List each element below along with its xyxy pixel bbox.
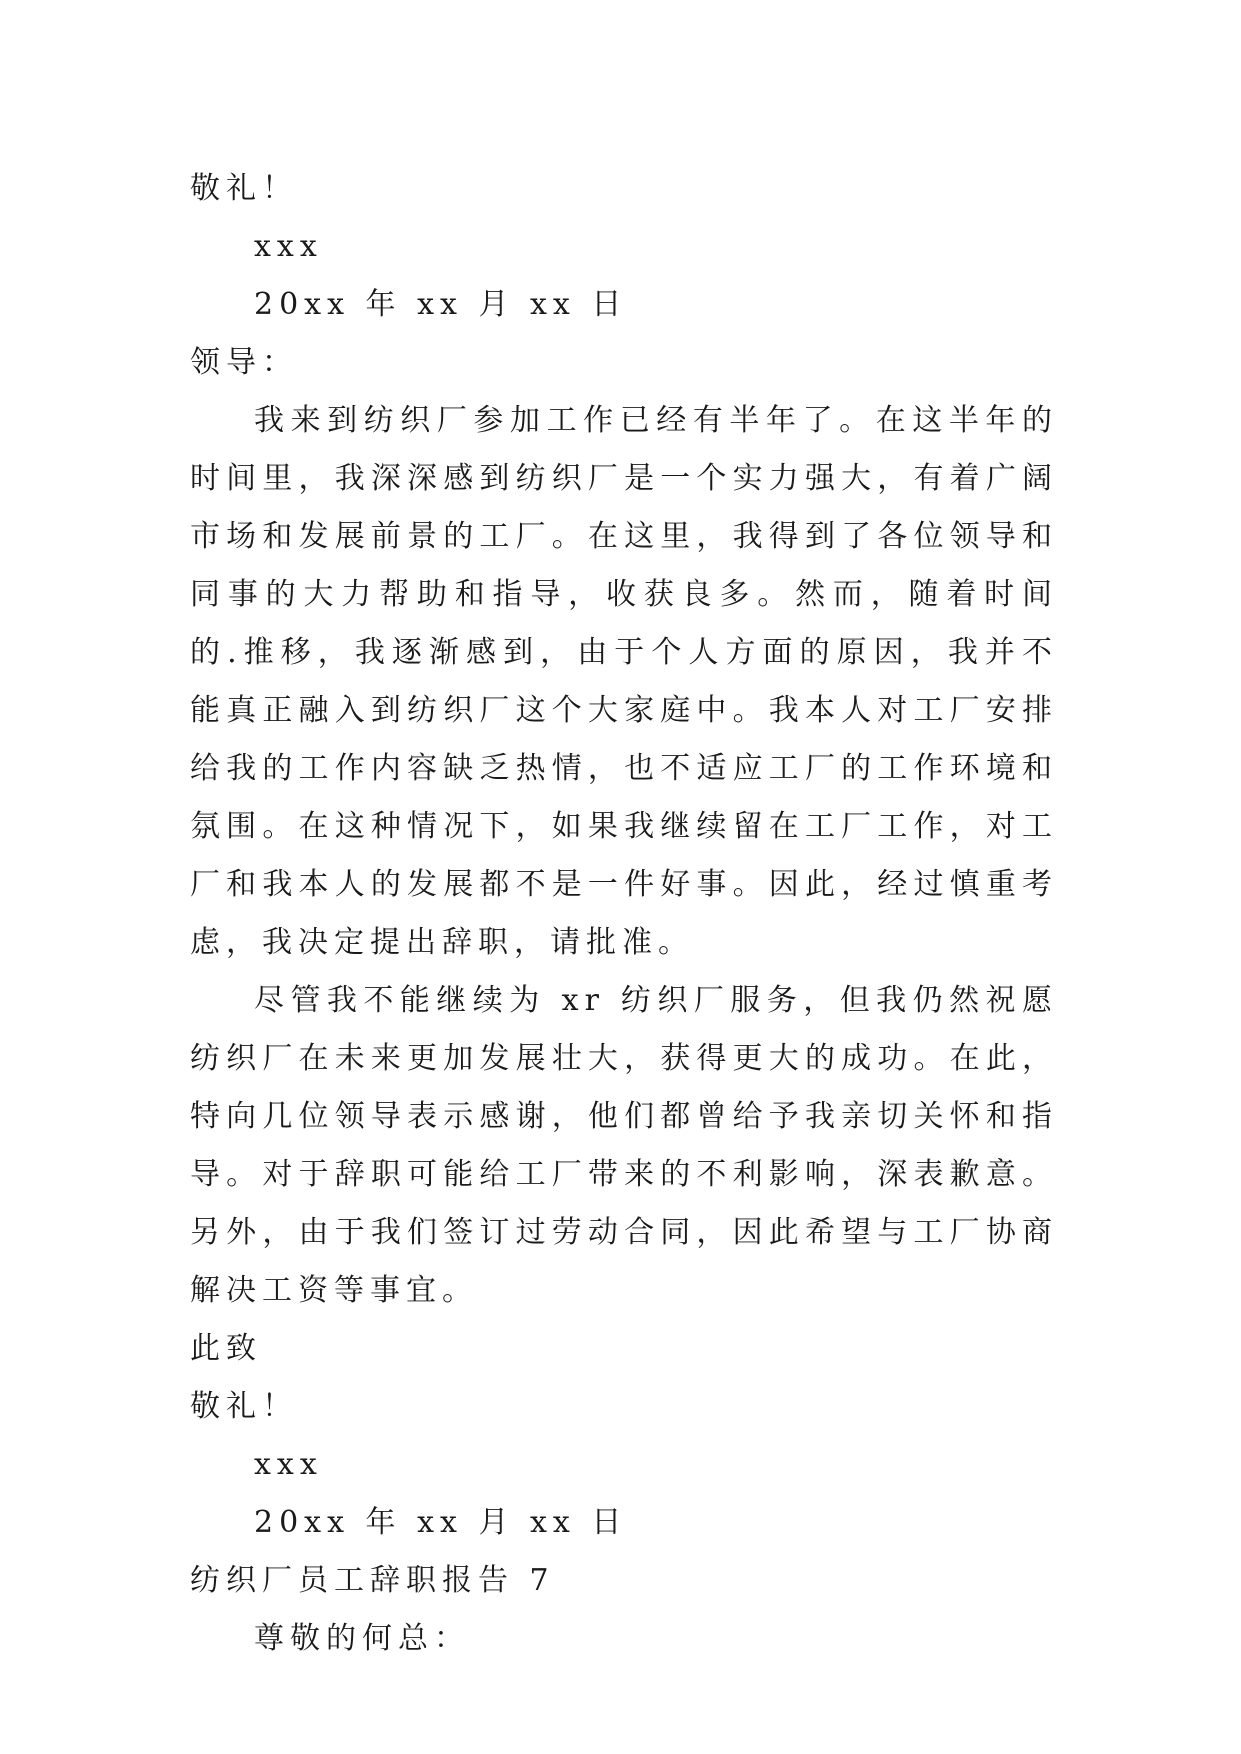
closing-salute: 敬礼！ [190,171,298,206]
salutation: 领导： [190,345,298,380]
salutation: 尊敬的何总： [254,1621,470,1656]
date: 20xx 年 xx 月 xx 日 [254,1505,628,1540]
closing-phrase: 此致 [190,1331,262,1366]
body-paragraph: 我来到纺织厂参加工作已经有半年了。在这半年的时间里，我深深感到纺织厂是一个实力强大，有着广阔市场和发展前景的工厂。在这里，我得到了各位领导和同事的大力帮助和指导，收获良多。然而，随着时间的.推移，我逐渐感到，由于个人方面的原因，我并不能真正融入到纺织厂这个大家庭中。我本人对工厂安排给我的工作内容缺乏热情，也不适应工厂的工作环境和氛围。在这种情况下，如果我继续留在工厂工作，对工厂和我本人的发展都不是一件好事。因此，经过慎重考虑，我决定提出辞职，请批准。 [190,403,1058,960]
closing-salute: 敬礼！ [190,1389,298,1424]
signature: xxx [254,229,323,264]
signature: xxx [254,1447,323,1482]
section-title: 纺织厂员工辞职报告 7 [190,1563,555,1598]
body-paragraph: 尽管我不能继续为 xr 纺织厂服务，但我仍然祝愿纺织厂在未来更加发展壮大，获得更大的成功。在此，特向几位领导表示感谢，他们都曾给予我亲切关怀和指导。对于辞职可能给工厂带来的不利影响，深表歉意。另外，由于我们签订过劳动合同，因此希望与工厂协商解决工资等事宜。 [190,983,1058,1308]
date: 20xx 年 xx 月 xx 日 [254,287,628,322]
